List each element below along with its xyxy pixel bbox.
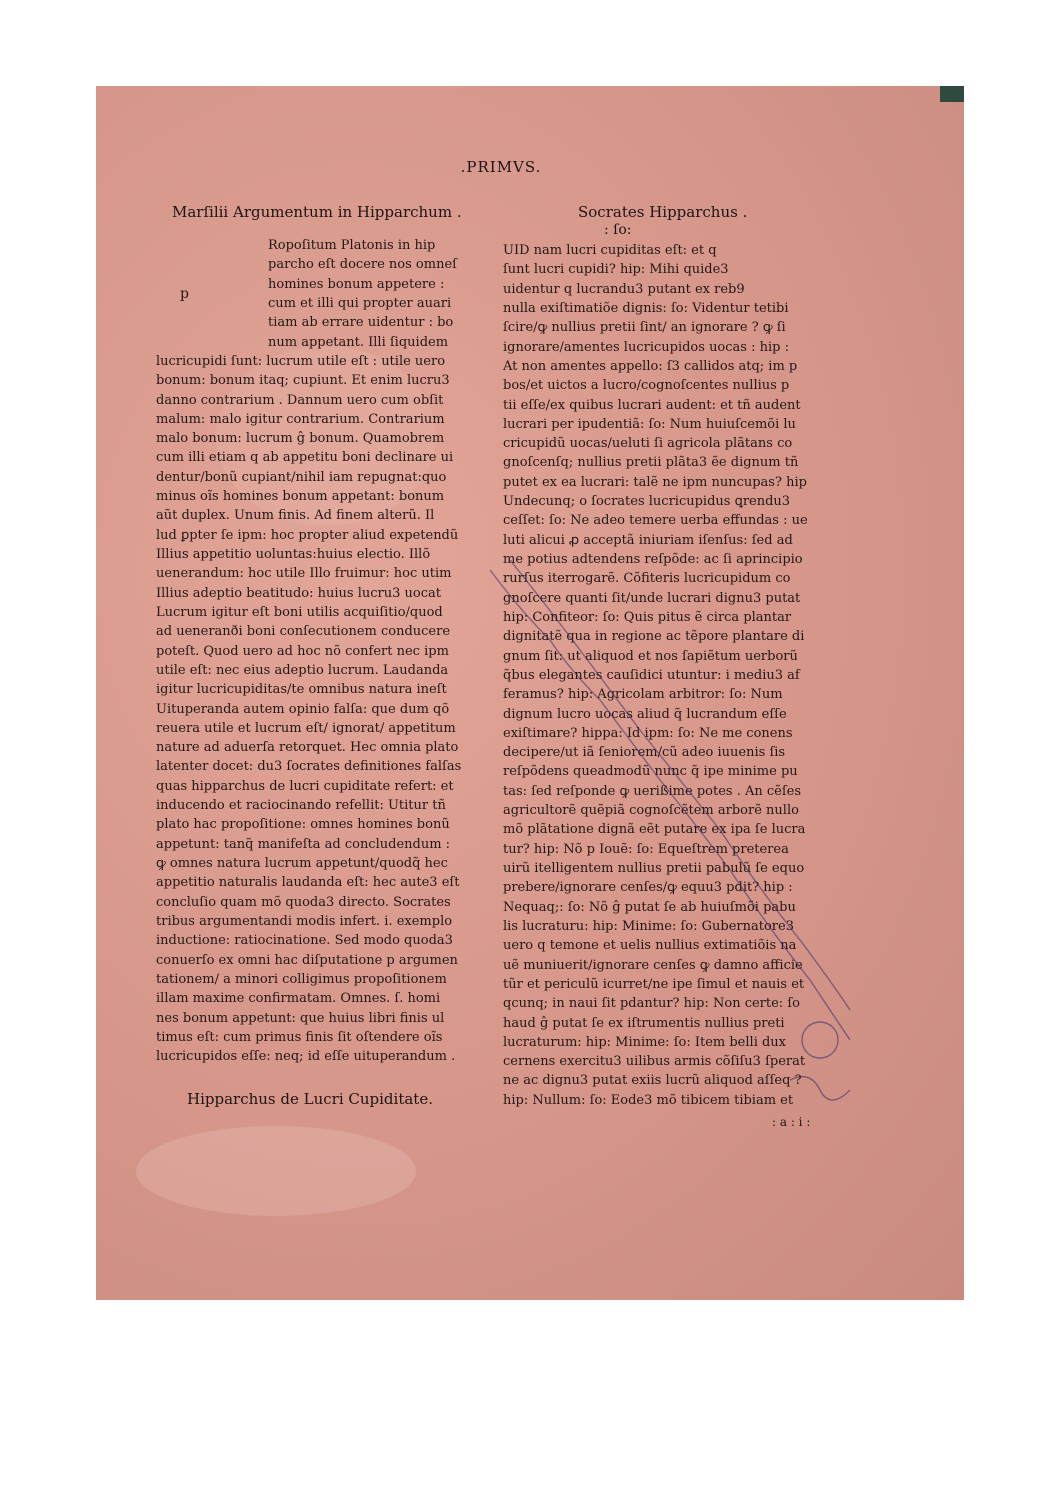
text-line: cum et illi qui propter auari — [268, 295, 452, 311]
closing-title: Hipparchus de Lucri Cupiditate. — [187, 1090, 433, 1108]
text-line: Ropoſitum Platonis in hip — [268, 238, 436, 253]
initial-guide-letter: p — [180, 286, 189, 302]
text-line: nulla exiſtimatiõe dignis: ſo: Videntur tetibi — [503, 300, 789, 316]
text-line: illam maxime confirmatam. Omnes. ſ. homi — [156, 991, 441, 1007]
text-line: Illius adeptio beatitudo: huius lucru3 uocat — [156, 585, 441, 601]
text-line: reuera utile et lucrum eſt/ ignorat/ appetitum — [156, 720, 456, 736]
text-line: malo bonum: lucrum ĝ bonum. Quamobrem — [156, 431, 445, 447]
text-line: ceſſet: ſo: Ne adeo temere uerba effundas : ue — [503, 513, 808, 529]
text-line: timus eſt: cum primus finis ſit oſtendere oĩs — [156, 1029, 443, 1045]
text-line: exiſtimare? hippa: Id ipm: ſo: Ne me conens — [503, 725, 793, 741]
text-line: dentur/bonũ cupiant/nihil iam repugnat:quo — [156, 469, 447, 485]
text-line: luti alicui ꝓ acceptã iniuriam iſenſus: ſed ad — [503, 532, 793, 548]
text-line: putet ex ea lucrari: talẽ ne ipm nuncupas? hip — [503, 474, 807, 490]
text-line: Undecunq; o ſocrates lucricupidus ꝗrendu3 — [503, 494, 791, 510]
text-line: Lucrum igitur eſt boni utilis acquiſitio/quod — [156, 604, 443, 620]
text-line: tii eſſe/ex quibus lucrari audent: et tñ audent — [503, 397, 801, 413]
text-line: gnum ſit: ut aliquod et nos ſapiẽtum uerborũ — [503, 648, 798, 664]
text-line: plato hac propoſitione: omnes homines bonũ — [156, 817, 450, 833]
text-line: malum: malo igitur contrarium. Contrarium — [156, 411, 445, 427]
left-column-heading: Marſilii Argumentum in Hipparchum . — [172, 203, 462, 221]
text-line: tiam ab errare uidentur : bo — [268, 315, 454, 331]
text-line: bos/et uictos a lucro/cognoſcentes nullius p — [503, 378, 790, 394]
text-line: poteſt. Quod uero ad hoc nõ confert nec ipm — [156, 643, 449, 659]
text-line: lucricupidos eſſe: neq; id eſſe uituperandum . — [156, 1049, 456, 1065]
text-line: ſcire/ꝙ nullius pretii ſint/ an ignorare ? ꝙ ſi — [503, 320, 786, 336]
text-line: lis lucraturu: hip: Minime: ſo: Gubernatore3 — [503, 918, 794, 934]
text-line: haud ĝ putat ſe ex iſtrumentis nullius preti — [503, 1015, 785, 1031]
text-line: minus oĩs homines bonum appetant: bonum — [156, 489, 445, 505]
text-line: feramus? hip: Agricolam arbitror: ſo: Num — [503, 687, 783, 703]
text-line: uero q temone et uelis nullius extimatiõis na — [503, 938, 797, 954]
signature-mark: : a : i : — [772, 1115, 811, 1129]
text-line: tribus argumentandi modis infert. i. exemplo — [156, 913, 453, 929]
text-line: ſunt lucri cupidi? hip: Mihi quide3 — [503, 262, 729, 278]
text-line: lud ꝑpter ſe ipm: hoc propter aliud expetendũ — [156, 527, 459, 543]
text-line: prebere/ignorare cenſes/ꝙ equu3 pdit? hip : — [503, 880, 793, 896]
text-line: gnoſcenſq; nullius pretii plãta3 ẽe dignum tñ — [503, 455, 799, 471]
text-line: danno contrarium . Dannum uero cum obſit — [156, 392, 444, 408]
text-line: hip: Nullum: ſo: Eode3 mõ tibicem tibiam et — [503, 1092, 794, 1108]
text-line: homines bonum appetere : — [268, 276, 445, 292]
text-line: parcho eſt docere nos omneſ — [268, 257, 457, 273]
left-column-text — [156, 236, 461, 1066]
text-line: uirũ itelligentem nullius pretii pabulũ ſe equo — [503, 861, 805, 876]
text-line: uẽ muniuerit/ignorare cenſes ꝙ damno afficie — [503, 957, 803, 973]
text-line: dignum lucro uocas aliud q̃ lucrandum eſſe — [503, 706, 787, 722]
text-line: me potius adtendens reſpõde: ac ſi aprincipio — [503, 552, 803, 567]
text-line: quas hipparchus de lucri cupiditate refert: et — [156, 778, 454, 794]
text-line: ignorare/amentes lucricupidos uocas : hip : — [503, 339, 789, 355]
right-column-heading: Socrates Hipparchus . — [578, 203, 748, 221]
text-line: agricultorẽ quẽpiã cognoſcẽtem arborẽ nullo — [503, 803, 799, 819]
right-column-text — [503, 241, 808, 1110]
text-line: appetitio naturalis laudanda eſt: hec aute3 eſt — [156, 875, 460, 891]
text-line: utile eſt: nec eius adeptio lucrum. Laudanda — [156, 662, 449, 678]
text-line: num appetant. Illi ſiquidem — [268, 334, 449, 350]
text-line: lucricupidi ſunt: lucrum utile eſt : utile uero — [156, 353, 446, 369]
text-line: cum illi etiam q ab appetitu boni declinare ui — [156, 450, 454, 466]
text-line: ad ueneranði boni conſecutionem conducere — [156, 624, 451, 640]
text-line: decipere/ut iã ſeniorem/cũ adeo iuuenis ſis — [503, 745, 786, 761]
text-line: tũr et periculũ icurret/ne ipe ſimul et nauis et — [503, 976, 805, 992]
text-line: uenerandum: hoc utile Illo fruimur: hoc utim — [156, 566, 452, 582]
text-line: mõ plãtatione dignã eẽt putare ex ipa ſe lucra — [503, 822, 806, 838]
text-line: Uituperanda autem opinio falſa: que dum qõ — [156, 701, 450, 717]
text-line: inductione: ratiocinatione. Sed modo quoda3 — [156, 933, 453, 949]
text-line: q̃bus elegantes cauſidici utuntur: i mediu3 af — [503, 667, 800, 683]
text-line: Illius appetitio uoluntas:huius electio. Illõ — [156, 547, 431, 562]
text-line: tas: ſed reſponde ꝙ uerißime potes . An cẽſes — [503, 783, 802, 799]
page-stain — [136, 1126, 416, 1216]
text-line: Nequaq;: ſo: Nõ ĝ putat ſe ab huiuſmõi pabu — [503, 899, 796, 915]
text-line: gnoſcere quanti ſit/unde lucrari dignu3 putat — [503, 590, 801, 606]
text-line: nature ad aduerſa retorquet. Hec omnia plato — [156, 740, 459, 756]
binding-edge — [940, 86, 964, 102]
text-line: lucrari per ipudentiã: ſo: Num huiuſcemõi lu — [503, 416, 796, 432]
text-line: lucraturum: hip: Minime: ſo: Item belli dux — [503, 1034, 787, 1050]
text-line: inducendo et raciocinando refellit: Utitur tñ — [156, 798, 446, 814]
text-line: nes bonum appetunt: que huius libri finis ul — [156, 1010, 445, 1026]
text-line: cricupidũ uocas/ueluti ſi agricola plãtans co — [503, 436, 793, 452]
text-line: tur? hip: Nõ p Iouẽ: ſo: Equeſtrem preterea — [503, 841, 789, 857]
text-line: concluſio quam mõ quoda3 directo. Socrates — [156, 894, 451, 910]
text-line: qcunq; in naui ſit pdantur? hip: Non certe: ſo — [503, 996, 800, 1012]
text-line: tationem/ a minori colligimus propoſitionem — [156, 971, 447, 987]
text-line: ꝙ omnes natura lucrum appetunt/quodq̃ hec — [156, 856, 448, 871]
text-line: bonum: bonum itaq; cupiunt. Et enim lucru3 — [156, 373, 450, 389]
text-line: conuerſo ex omni hac diſputatione p argumen — [156, 952, 458, 968]
text-line: UID nam lucri cupiditas eſt: et q — [503, 243, 717, 258]
text-line: reſpõdens queadmodũ nunc q̃ ipe minime pu — [503, 764, 798, 780]
text-line: cernens exercitu3 uilibus armis cõſiſu3 ſperat — [503, 1054, 806, 1070]
text-line: ne ac dignu3 putat exiis lucrũ aliquod aſſeq ? — [503, 1073, 802, 1089]
text-line: aũt duplex. Unum finis. Ad finem alterũ. Il — [156, 508, 435, 524]
text-line: dignitatẽ qua in regione ac tẽpore plantare di — [503, 629, 805, 645]
text-line: uidentur q lucrandu3 putant ex reb9 — [503, 281, 745, 297]
running-head: .PRIMVS. — [460, 158, 542, 176]
text-line: hip: Confiteor: ſo: Quis pitus ẽ circa plantar — [503, 609, 792, 625]
text-line: igitur lucricupiditas/te omnibus natura ineſt — [156, 682, 447, 698]
text-line: appetunt: tanq̃ manifeſta ad concludendum : — [156, 836, 451, 852]
text-line: rurſus iterrogarẽ. Cõfiteris lucricupidum co — [503, 571, 791, 587]
speaker-label: : ſo: — [604, 222, 632, 238]
text-line: latenter docet: du3 ſocrates definitiones falſas — [156, 759, 462, 775]
text-line: At non amentes appello: ſ3 callidos atq; im p — [503, 358, 798, 374]
